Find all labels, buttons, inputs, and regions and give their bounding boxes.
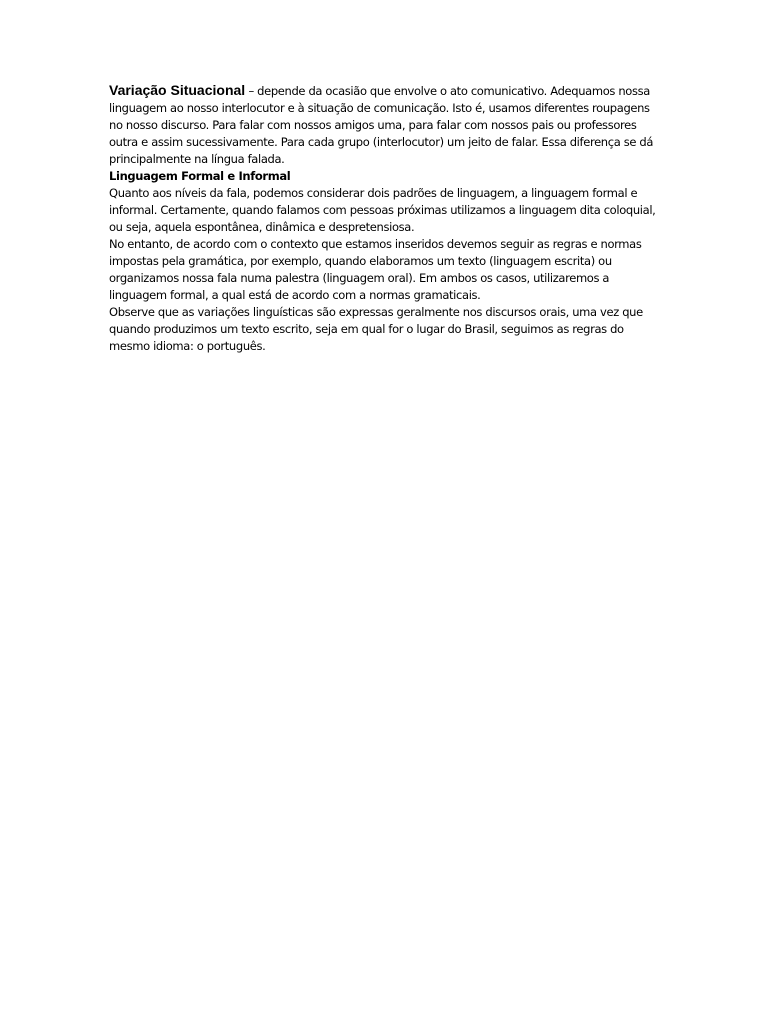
document-body [109,82,661,355]
intro-text: – depende da ocasião que envolve o ato comunicativo. Adequamos nossa linguagem ao nosso interlocutor e à situação de comunicação. Isto é, usamos diferentes roupagens no nosso discurso. Para falar com nossos amigos uma, para falar com nossos pais ou professores outra e assim sucessivamente. Para cada grupo (interlocutor) um jeito de falar. Essa diferença se dá principalmente na língua falada. [109,84,654,166]
intro-title: Variação Situacional [109,82,246,98]
section-heading: Linguagem Formal e Informal [109,169,291,183]
paragraph-context: No entanto, de acordo com o contexto que estamos inseridos devemos seguir as regras e normas impostas pela gramática, por exemplo, quando elaboramos um texto (linguagem escrita) ou organizamos nossa fala numa palestra (linguagem oral). Em ambos os casos, utilizaremos a linguagem formal, a qual está de acordo com a normas gramaticais. [109,237,642,302]
paragraph-observe: Observe que as variações linguísticas são expressas geralmente nos discursos orais, uma vez que quando produzimos um texto escrito, seja em qual for o lugar do Brasil, seguimos as regras do mesmo idioma: o português. [109,305,643,353]
intro-paragraph [109,82,661,168]
paragraph-levels: Quanto aos níveis da fala, podemos considerar dois padrões de linguagem, a linguagem formal e informal. Certamente, quando falamos com pessoas próximas utilizamos a linguagem dita coloquial, ou seja, aquela espontânea, dinâmica e despretensiosa. [109,186,656,234]
